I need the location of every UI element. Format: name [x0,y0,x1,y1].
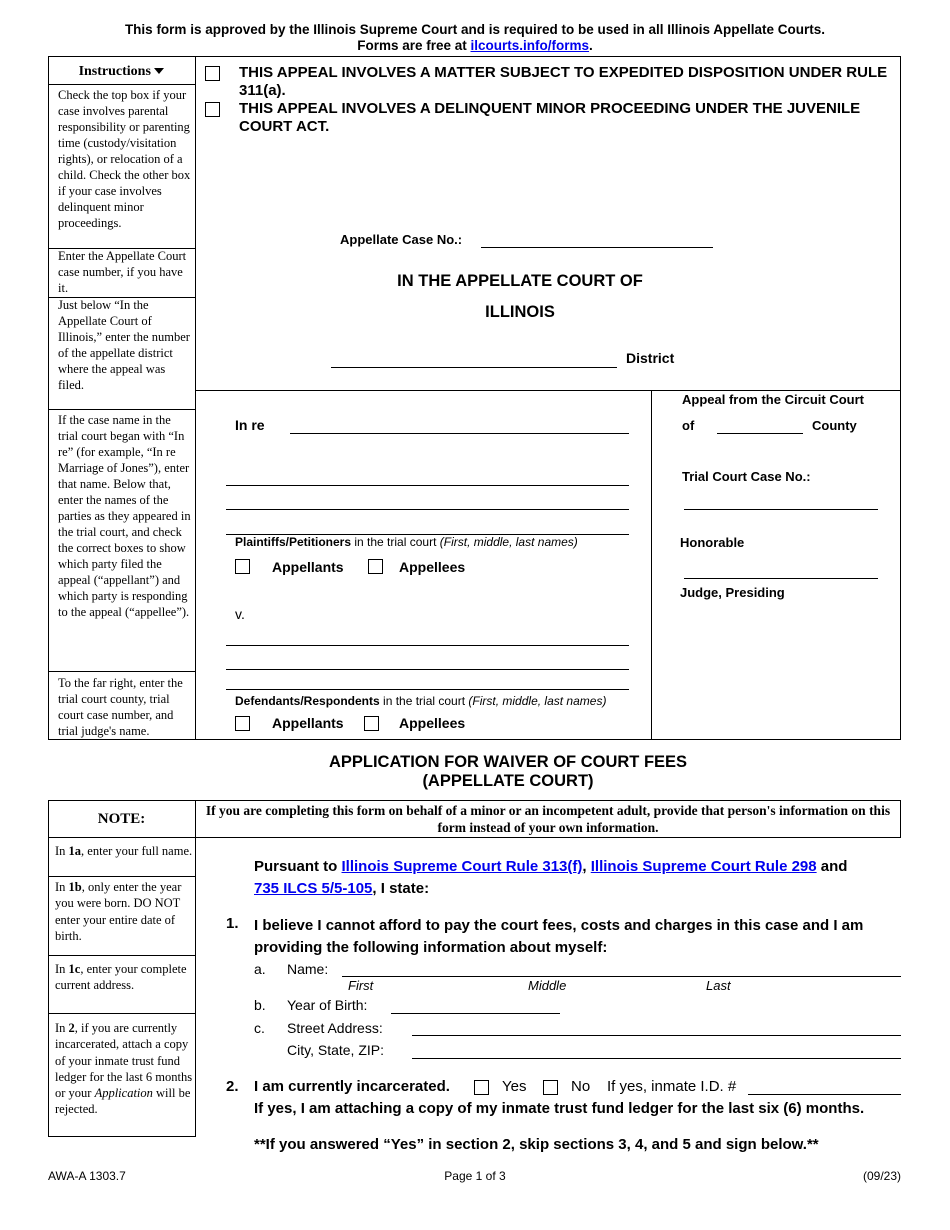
skip-instruction: **If you answered “Yes” in section 2, skip sections 3, 4, and 5 and sign below.** [254,1136,819,1153]
last-name-hint: Last [706,978,731,993]
county-label: County [812,418,857,433]
appeal-from-label: Appeal from the Circuit Court [682,392,865,407]
section-2-number: 2. [226,1078,239,1095]
note-label: NOTE: [97,811,146,827]
full-name-field[interactable] [342,976,901,977]
instruction-item: Check the top box if your case involves parental responsibility or parenting time (custody/visitation rights), or relocation of a child. Check the other box if your case involves delinquent minor proceedings. [58,88,191,230]
appellate-case-no-field[interactable] [481,247,713,248]
page-number: Page 1 of 3 [444,1169,506,1183]
delinquent-minor-checkbox[interactable] [205,102,220,117]
approval-notice [0,22,950,54]
note-text: If you are completing this form on behalf of a minor or an incompetent adult, provide that person's information on this form instead of your own information. [205,803,891,835]
of-label: of [682,418,695,433]
plaintiff-appellees-checkbox[interactable] [368,559,383,574]
caret-down-icon [154,68,164,75]
rule-313f-link[interactable]: Illinois Supreme Court Rule 313(f) [341,858,583,875]
plaintiffs-caption: Plaintiffs/Petitioners in the trial court (First, middle, last names) [235,535,578,549]
note-2: In 2, if you are currently incarcerated, attach a copy of your inmate trust fund ledger for the last 6 months or your Application will be rejected. [55,1021,193,1117]
district-label: District [626,350,675,366]
appellate-case-no-label: Appellate Case No.: [340,232,463,247]
circuit-divider [651,390,652,740]
instruction-item: Just below “In the Appellate Court of Illinois,” enter the number of the appellate district where the appeal was filed. [58,298,190,392]
note-1b: In 1b, only enter the year you were born. DO NOT enter your entire date of birth. [55,880,182,943]
middle-name-hint: Middle [528,978,567,993]
note-sep [48,955,196,956]
versus-label: v. [235,606,245,622]
ledger-statement: If yes, I am attaching a copy of my inmate trust fund ledger for the last six (6) months. [254,1100,865,1117]
judge-presiding-label: Judge, Presiding [680,585,785,600]
note-divider [195,800,196,838]
defendant-appellees-checkbox[interactable] [364,716,379,731]
in-re-label: In re [235,417,265,433]
district-field[interactable] [331,367,617,368]
year-of-birth-field[interactable] [391,1013,560,1014]
rule-298-link[interactable]: Illinois Supreme Court Rule 298 [590,858,817,875]
appellees-label: Appellees [399,715,466,731]
inmate-id-label: If yes, inmate I.D. # [607,1078,737,1095]
defendant-appellants-checkbox[interactable] [235,716,250,731]
defendants-caption: Defendants/Respondents in the trial court (First, middle, last names) [235,694,607,708]
trial-case-no-label: Trial Court Case No.: [682,469,811,484]
defendant-name-field[interactable] [226,645,629,646]
appellants-label: Appellants [272,715,344,731]
instr-sep [48,671,195,672]
appellees-label: Appellees [399,559,466,575]
first-name-hint: First [348,978,374,993]
instruction-item: If the case name in the trial court began with “In re” (for example, “In re Marriage of Jones”), enter that name. Below that, enter the names of the parties as they appeared in the trial court, and check the correct boxes to show which party filed the appeal (“appellant”) and which party is responding to the appeal (“appellee”). [58,413,191,619]
forms-link[interactable]: ilcourts.info/forms [470,38,590,53]
revision-date: (09/23) [862,1169,901,1183]
no-label: No [571,1078,591,1095]
street-address-field[interactable] [412,1035,901,1036]
form-number: AWA-A 1303.7 [48,1169,126,1183]
instruction-item: To the far right, enter the trial court county, trial court case number, and trial judge's name. [58,676,183,738]
court-title-line-2: ILLINOIS [485,303,555,321]
expedited-checkbox[interactable] [205,66,220,81]
section-1-number: 1. [226,915,239,932]
incarcerated-yes-checkbox[interactable] [474,1080,489,1095]
caption-divider [195,390,901,391]
plaintiff-appellants-checkbox[interactable] [235,559,250,574]
defendant-name-field[interactable] [226,669,629,670]
incarcerated-no-checkbox[interactable] [543,1080,558,1095]
section-1-text: I believe I cannot afford to pay the court fees, costs and charges in this case and I am providing the following information about myself: [254,917,864,956]
street-address-label: Street Address: [287,1020,383,1036]
yes-label: Yes [502,1078,527,1095]
plaintiff-name-field[interactable] [226,485,629,486]
delinquent-minor-text: THIS APPEAL INVOLVES A DELINQUENT MINOR PROCEEDING UNDER THE JUVENILE COURT ACT. [239,100,861,135]
item-a-letter: a. [254,961,266,977]
note-sep [48,876,196,877]
instructions-heading: Instructions [48,64,195,80]
appellants-label: Appellants [272,559,344,575]
form-title-line-2: (APPELLATE COURT) [422,772,594,790]
instr-sep [48,409,195,410]
judge-name-field[interactable] [684,578,878,579]
incarcerated-label: I am currently incarcerated. [254,1078,450,1095]
instruction-item: Enter the Appellate Court case number, if you have it. [58,249,187,295]
name-label: Name: [287,961,329,977]
plaintiff-name-field[interactable] [226,509,629,510]
county-field[interactable] [717,433,803,434]
item-c-letter: c. [254,1020,265,1036]
trial-case-no-field[interactable] [684,509,878,510]
approval-line-2: Forms are free at ilcourts.info/forms. [357,38,593,53]
city-state-zip-field[interactable] [412,1058,901,1059]
in-re-field[interactable] [290,433,629,434]
form-title [48,753,950,791]
defendant-name-field[interactable] [226,689,629,690]
note-1a: In 1a, enter your full name. [55,844,193,858]
note-sep [48,1013,196,1014]
city-state-zip-label: City, State, ZIP: [287,1042,384,1058]
form-title-line-1: APPLICATION FOR WAIVER OF COURT FEES [328,753,688,771]
ilcs-link[interactable]: 735 ILCS 5/5-105 [254,880,373,897]
honorable-label: Honorable [680,535,745,550]
expedited-text: THIS APPEAL INVOLVES A MATTER SUBJECT TO EXPEDITED DISPOSITION UNDER RULE 311(a). [239,64,888,99]
approval-line-1: This form is approved by the Illinois Supreme Court and is required to be used in all Illinois Appellate Courts. [124,22,826,37]
pursuant-statement: Pursuant to Illinois Supreme Court Rule 313(f), Illinois Supreme Court Rule 298 and 735 ILCS 5/5-105, I state: [254,858,848,897]
instructions-divider [195,56,196,740]
court-title-line-1: IN THE APPELLATE COURT OF [397,272,643,290]
year-of-birth-label: Year of Birth: [287,997,368,1013]
item-b-letter: b. [254,997,266,1013]
instr-sep [48,84,195,85]
inmate-id-field[interactable] [748,1094,901,1095]
note-1c: In 1c, enter your complete current address. [55,962,187,993]
